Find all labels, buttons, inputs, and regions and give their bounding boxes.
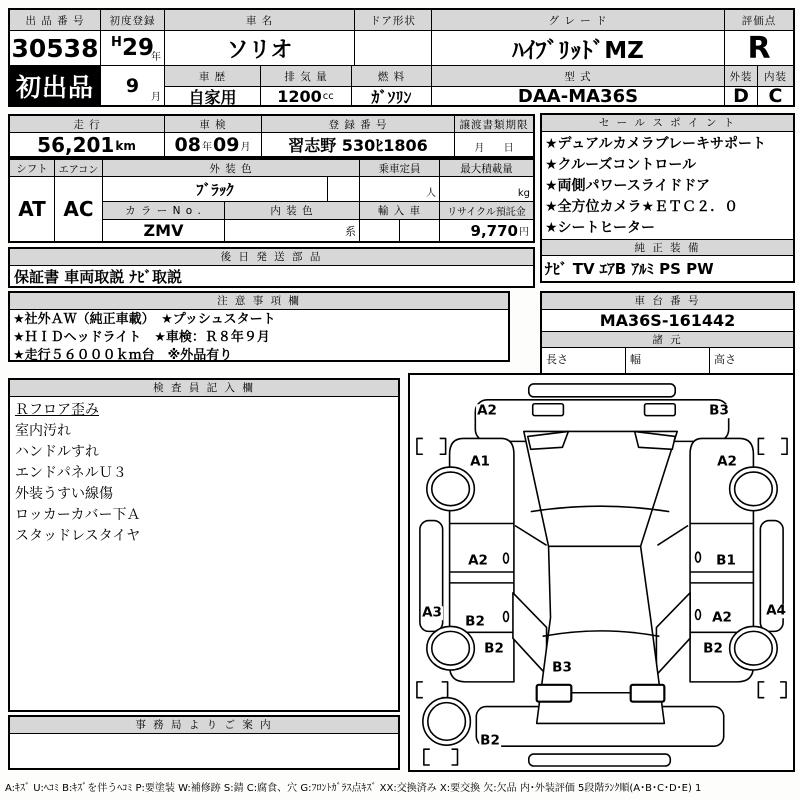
max-load-value-cell [440, 177, 533, 202]
sales-point: ★デュアルカメラブレーキサポート [545, 136, 767, 152]
first-registration-month-cell [101, 66, 165, 105]
exterior-color-extra-cell [328, 177, 360, 202]
inspector-line: 外装うすい線傷 [15, 486, 113, 502]
top-table [8, 8, 795, 107]
chassis-section [540, 291, 795, 375]
displacement-value: 1200 [277, 87, 322, 105]
sales-point: ★クルーズコントロール [545, 157, 697, 173]
sales-point: ★両側パワースライドドア [545, 178, 711, 194]
mileage-value-cell [10, 133, 165, 156]
capacity-value-cell [360, 177, 440, 202]
year-unit: 年 [151, 52, 161, 63]
interior-grade-label: 内装 [758, 66, 793, 87]
exterior-color-value: ﾌﾞﾗｯｸ [103, 177, 328, 202]
length-label: 長さ [542, 348, 626, 373]
first-registration-month: 9 [125, 74, 140, 97]
recycle-deposit-unit: 円 [519, 227, 529, 238]
damage-marker: B1 [716, 552, 736, 569]
reg-no-label: 登 録 番 号 [262, 116, 455, 133]
chassis-number-label: 車 台 番 号 [542, 293, 793, 310]
damage-marker: B2 [703, 640, 723, 657]
width-label: 幅 [626, 348, 710, 373]
damage-marker: B3 [552, 659, 572, 676]
lot-number-value: 30538 [10, 31, 101, 66]
sales-point: ★シートヒーター [545, 220, 655, 236]
door-shape-label: ドア形状 [355, 10, 432, 31]
recycle-deposit-value: 9,770 [470, 221, 518, 240]
notes-section [8, 291, 510, 362]
recycle-deposit-label: リサイクル預託金 [440, 202, 533, 220]
damage-marker: A2 [717, 453, 737, 470]
specs-label: 諸 元 [542, 331, 793, 348]
diagram-markers [410, 375, 793, 770]
chassis-number-value: MA36S-161442 [599, 311, 736, 330]
shaken-value-cell [165, 133, 262, 156]
office-empty-area [10, 734, 398, 768]
note-line: ★社外ＡＷ（純正車載） ★プッシュスタート [13, 312, 276, 327]
notes-label: 注 意 事 項 欄 [10, 293, 508, 310]
inspector-line: Ｒフロア歪み [15, 402, 99, 418]
damage-marker: A2 [477, 402, 497, 419]
damage-marker: A2 [468, 552, 488, 569]
legend-text: A:ｷｽﾞ U:ﾍｺﾐ B:ｷｽﾞを伴うﾍｺﾐ P:要塗装 W:補修跡 S:錆 C:腐食、穴 G:ﾌﾛﾝﾄｶﾞﾗｽ点ｷｽﾞ XX:交換済み X:要交換 欠:欠品 内･外装評価 5段階ﾗﾝｸ順(A･B･C･D･E) 1 [5, 783, 702, 794]
model-code-label: 型 式 [432, 66, 725, 87]
mileage-unit: km [115, 139, 136, 153]
shaken-label: 車 検 [165, 116, 262, 133]
import-value-cell-1 [360, 220, 400, 241]
first-registration-year: 29 [121, 35, 154, 61]
inspector-line: スタッドレスタイヤ [15, 528, 141, 544]
office-section [8, 715, 400, 770]
era-letter: H [111, 35, 122, 50]
specs-row [542, 348, 793, 373]
aircon-value: AC [55, 177, 103, 241]
height-label: 高さ [714, 353, 736, 366]
displacement-label: 排 気 量 [261, 66, 352, 87]
score-label: 評価点 [725, 10, 793, 31]
reg-no-value: 習志野 530ﾋ1806 [262, 133, 455, 156]
interior-color-label: 内 装 色 [225, 202, 360, 220]
later-parts-value: 保証書 車両取説 ﾅﾋﾞ取説 [14, 268, 182, 286]
transfer-day-unit: 日 [503, 143, 514, 154]
details-table [8, 158, 535, 243]
oem-equipment-value: ﾅﾋﾞ TV ｴｱB ｱﾙﾐ PS PW [545, 260, 714, 278]
oem-equipment-label: 純 正 装 備 [542, 239, 793, 256]
mileage-value: 56,201 [37, 133, 115, 156]
exterior-grade-value: D [725, 87, 758, 105]
damage-marker: A2 [712, 609, 732, 626]
damage-marker: A3 [422, 604, 442, 621]
later-parts-section [8, 247, 535, 288]
inspector-label: 検 査 員 記 入 欄 [10, 380, 398, 397]
interior-color-value-cell [225, 220, 360, 241]
transfer-docs-value-cell [455, 133, 533, 156]
damage-marker: B2 [480, 732, 500, 749]
model-code-value: DAA-MA36S [432, 87, 725, 105]
capacity-unit: 人 [426, 188, 436, 199]
fuel-value: ｶﾞｿﾘﾝ [352, 87, 432, 105]
transfer-month-unit: 月 [474, 143, 485, 154]
office-label: 事 務 局 よ り ご 案 内 [10, 717, 398, 734]
interior-color-suffix: 系 [345, 225, 356, 238]
grade-label: グ レ ー ド [432, 10, 725, 31]
note-line: ★ＨＩＤヘッドライト ★車検：Ｒ８年９月 [13, 330, 270, 345]
displacement-value-cell [261, 87, 352, 105]
shift-value: AT [10, 177, 55, 241]
fuel-label: 燃 料 [352, 66, 432, 87]
damage-diagram [408, 373, 795, 772]
first-registration-label: 初度登録 [101, 10, 165, 31]
damage-marker: B3 [709, 402, 729, 419]
mileage-label: 走 行 [10, 116, 165, 133]
history-value: 自家用 [165, 87, 261, 105]
sales-point: ★全方位カメラ★ＥＴＣ２．０ [545, 199, 739, 215]
inspector-section [8, 378, 400, 712]
door-shape-value [355, 31, 432, 66]
recycle-deposit-value-cell [440, 220, 533, 241]
sales-points-label: セ ー ル ス ポ イ ン ト [542, 115, 793, 132]
car-name-value: ソリオ [165, 31, 355, 66]
inspector-line: ハンドルすれ [15, 444, 99, 460]
month-unit: 月 [151, 92, 161, 103]
transfer-docs-label: 譲渡書類期限 [455, 116, 533, 133]
shaken-year: 08 [174, 133, 201, 156]
inspector-line: 室内汚れ [15, 423, 71, 439]
color-no-label: カ ラ ー N o . [103, 202, 225, 220]
damage-marker: B2 [465, 613, 485, 630]
displacement-unit: cc [322, 91, 334, 102]
damage-marker: A1 [470, 453, 490, 470]
later-parts-label: 後 日 発 送 部 品 [10, 249, 533, 266]
damage-marker: B2 [484, 640, 504, 657]
import-label: 輸 入 車 [360, 202, 440, 220]
shaken-month-unit: 月 [240, 142, 251, 153]
inspector-line: エンドパネルＵ３ [15, 465, 127, 481]
car-name-label: 車 名 [165, 10, 355, 31]
color-no-value: ZMV [103, 220, 225, 241]
lot-number-label: 出 品 番 号 [10, 10, 101, 31]
inspector-line: ロッカーカバー下Ａ [15, 507, 141, 523]
first-registration-year-cell [101, 31, 165, 66]
aircon-label: エアコン [55, 160, 103, 177]
grade-value: ﾊｲﾌﾞﾘｯﾄﾞMZ [432, 31, 725, 66]
sales-points-lines [542, 132, 793, 239]
max-load-label: 最大積載量 [440, 160, 533, 177]
interior-grade-value: C [758, 87, 793, 105]
exterior-grade-label: 外装 [725, 66, 758, 87]
history-label: 車 歴 [165, 66, 261, 87]
max-load-unit: kg [517, 188, 530, 199]
exterior-color-label: 外 装 色 [103, 160, 360, 177]
shaken-month: 09 [213, 133, 240, 156]
import-value-cell-2 [400, 220, 440, 241]
first-listing-badge: 初出品 [10, 66, 101, 105]
shaken-year-unit: 年 [202, 142, 212, 153]
shift-label: シフト [10, 160, 55, 177]
damage-marker: A4 [766, 602, 786, 619]
sales-points-section [540, 113, 795, 283]
note-line: ★走行５６０００ｋｍ台 ※外品有り [13, 348, 233, 363]
registration-table [8, 114, 535, 158]
capacity-label: 乗車定員 [360, 160, 440, 177]
score-value: R [725, 31, 793, 66]
